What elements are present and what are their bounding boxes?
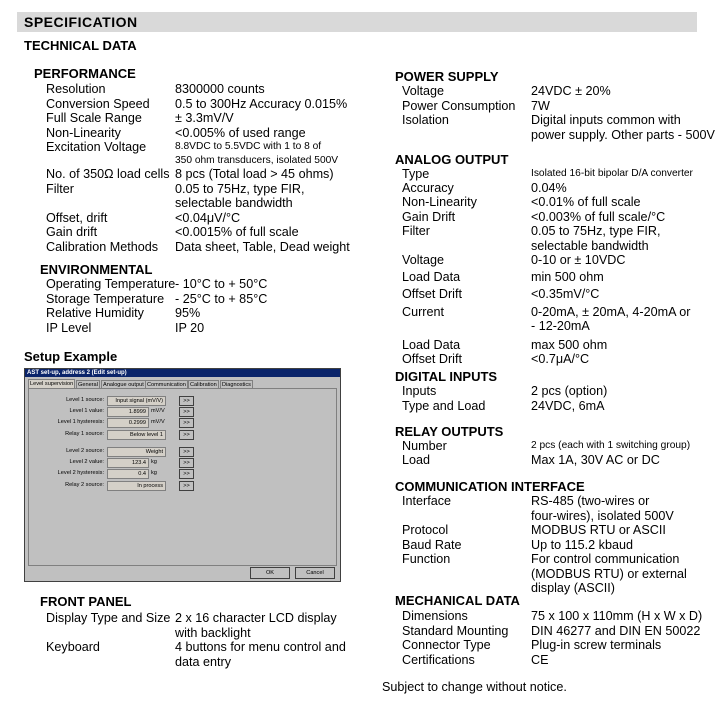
spec-value: Digital inputs common with [531, 113, 681, 127]
spec-label: Conversion Speed [46, 96, 150, 111]
spec-value: - 10°C to + 50°C [175, 277, 268, 291]
spec-value: Max 1A, 30V AC or DC [531, 452, 660, 467]
dialog-field-unit: mV/V [151, 408, 165, 414]
spec-label: Non-Linearity [402, 195, 477, 209]
spec-value: display (ASCII) [531, 581, 615, 595]
tab-analogue-output[interactable]: Analogue output [103, 382, 144, 388]
dialog-more-button[interactable]: >> [179, 469, 194, 479]
spec-label: Voltage [402, 253, 445, 267]
ok-button[interactable]: OK [250, 567, 290, 579]
dialog-field-label: Level 2 hysteresis: [57, 470, 104, 476]
spec-value: 95% [175, 306, 201, 320]
spec-value: - 25°C to + 85°C [175, 291, 268, 306]
dialog-field-unit: kg [151, 470, 157, 476]
performance-heading: PERFORMANCE [34, 66, 136, 81]
spec-value: 8300000 counts [175, 82, 265, 96]
spec-value: Plug-in screw terminals [531, 638, 662, 652]
spec-value: power supply. Other parts - 500V [531, 127, 715, 142]
spec-label: Isolation [402, 113, 449, 127]
spec-value: <0.35mV/°C [531, 287, 600, 301]
spec-label: Dimensions [402, 609, 468, 623]
dialog-more-button[interactable]: >> [179, 430, 194, 440]
spec-label: Number [402, 439, 447, 453]
spec-value: 350 ohm transducers, isolated 500V [175, 154, 339, 166]
dialog-more-button[interactable]: >> [179, 418, 194, 428]
dialog-more-button[interactable]: >> [179, 396, 194, 406]
spec-label: Gain Drift [402, 209, 456, 224]
dialog-field-label: Level 2 value: [69, 459, 104, 465]
spec-label: Function [402, 552, 451, 566]
spec-label: Filter [46, 181, 74, 196]
spec-value: selectable bandwidth [175, 196, 293, 210]
spec-label: Type [402, 167, 430, 181]
dialog-panel [28, 388, 337, 566]
spec-label: Load Data [402, 269, 461, 284]
technical-data-heading: TECHNICAL DATA [24, 38, 137, 53]
spec-value: 2 pcs (each with 1 switching group) [531, 440, 691, 451]
spec-label: Load Data [402, 337, 461, 352]
spec-label: Interface [402, 494, 452, 508]
digital-inputs-heading: DIGITAL INPUTS [395, 369, 498, 384]
spec-value: <0.003% of full scale/°C [531, 209, 666, 224]
dialog-field-input[interactable]: Weight [107, 447, 166, 457]
dialog-field-label: Level 1 value: [69, 408, 104, 414]
spec-value: Up to 115.2 kbaud [531, 537, 633, 552]
spec-label: Current [402, 304, 444, 319]
dialog-field-input[interactable]: 123.4 [107, 458, 149, 468]
spec-value: min 500 ohm [531, 269, 604, 284]
spec-label: IP Level [46, 320, 92, 335]
spec-label: Accuracy [402, 180, 454, 195]
dialog-field-input[interactable]: 0.2999 [107, 418, 149, 428]
dialog-field-label: Relay 2 source: [65, 482, 104, 488]
spec-value: max 500 ohm [531, 337, 608, 352]
spec-label: Resolution [46, 82, 106, 96]
spec-value: <0.01% of full scale [531, 195, 641, 209]
spec-value: 2 x 16 character LCD display [175, 611, 337, 625]
spec-label: Operating Temperature [46, 277, 176, 291]
dialog-field-input[interactable]: Input signal (mV/V) [107, 396, 166, 406]
spec-value: <0.04μV/°C [175, 210, 241, 225]
communication-heading: COMMUNICATION INTERFACE [395, 479, 585, 494]
spec-value: Isolated 16-bit bipolar D/A converter [531, 168, 693, 179]
spec-label: Offset Drift [402, 352, 462, 366]
spec-value: IP 20 [175, 320, 205, 335]
spec-value: 0-10 or ± 10VDC [531, 253, 626, 267]
dialog-more-button[interactable]: >> [179, 447, 194, 457]
spec-label: Keyboard [46, 640, 100, 654]
spec-label: Excitation Voltage [46, 140, 147, 154]
spec-value: For control communication [531, 552, 680, 566]
spec-value: with backlight [175, 625, 251, 640]
spec-label: No. of 350Ω load cells [46, 167, 170, 181]
spec-value: 8.8VDC to 5.5VDC with 1 to 8 of [175, 141, 322, 152]
environmental-heading: ENVIRONMENTAL [40, 262, 153, 277]
spec-label: Non-Linearity [46, 125, 121, 140]
spec-value: <0.0015% of full scale [175, 225, 299, 239]
analog-output-heading: ANALOG OUTPUT [395, 152, 509, 167]
spec-label: Standard Mounting [402, 623, 509, 638]
dialog-field-label: Level 1 source: [66, 397, 104, 403]
spec-label: Offset, drift [46, 210, 108, 225]
spec-value: selectable bandwidth [531, 238, 649, 253]
dialog-field-unit: kg [151, 459, 157, 465]
tab-level-supervision[interactable]: Level supervision [30, 381, 74, 387]
spec-value: ± 3.3mV/V [175, 111, 234, 125]
spec-label: Gain drift [46, 225, 98, 239]
power-supply-heading: POWER SUPPLY [395, 69, 499, 84]
footer-note: Subject to change without notice. [382, 680, 567, 694]
spec-value: - 12-20mA [531, 319, 590, 333]
setup-example-heading: Setup Example [24, 349, 118, 364]
dialog-field-label: Level 1 hysteresis: [57, 419, 104, 425]
spec-label: Connector Type [402, 638, 491, 652]
spec-value: RS-485 (two-wires or [531, 494, 650, 508]
spec-label: Load [402, 452, 431, 467]
spec-label: Offset Drift [402, 287, 462, 301]
spec-value: CE [531, 652, 549, 667]
spec-label: Voltage [402, 84, 445, 98]
spec-label: Full Scale Range [46, 111, 142, 125]
spec-label: Storage Temperature [46, 291, 165, 306]
dialog-more-button[interactable]: >> [179, 481, 194, 491]
dialog-field-input[interactable]: 0.4 [107, 469, 149, 479]
dialog-field-input[interactable]: 1.8999 [107, 407, 149, 417]
dialog-title: AST set-up, address 2 (Edit set-up) [25, 369, 340, 377]
spec-value: 0-20mA, ± 20mA, 4-20mA or [531, 304, 691, 319]
spec-value: 75 x 100 x 110mm (H x W x D) [531, 609, 703, 623]
dialog-more-button[interactable]: >> [179, 458, 194, 468]
dialog-field-input[interactable]: In process [107, 481, 166, 491]
spec-value: (MODBUS RTU) or external [531, 566, 687, 581]
dialog-field-label: Relay 1 source: [65, 431, 104, 437]
spec-value: 2 pcs (option) [531, 384, 608, 398]
tab-communication[interactable]: Communication [147, 382, 186, 388]
dialog-more-button[interactable]: >> [179, 407, 194, 417]
spec-value: <0.005% of used range [175, 125, 306, 140]
tab-general[interactable]: General [78, 382, 98, 388]
spec-label: Relative Humidity [46, 306, 144, 320]
dialog-field-label: Level 2 source: [66, 448, 104, 454]
spec-value: 8 pcs (Total load > 45 ohms) [175, 167, 334, 181]
spec-value: 0.05 to 75Hz, type FIR, [531, 224, 661, 238]
tab-diagnostics[interactable]: Diagnostics [222, 382, 251, 388]
cancel-button[interactable]: Cancel [295, 567, 335, 579]
spec-label: Filter [402, 224, 430, 238]
spec-label: Power Consumption [402, 98, 516, 113]
spec-value: Data sheet, Table, Dead weight [175, 239, 350, 254]
spec-value: 0.05 to 75Hz, type FIR, [175, 181, 305, 196]
spec-value: data entry [175, 654, 232, 669]
spec-label: Inputs [402, 384, 437, 398]
spec-label: Certifications [402, 652, 475, 667]
spec-label: Calibration Methods [46, 239, 159, 254]
dialog-field-input[interactable]: Below level 1 [107, 430, 166, 440]
spec-label: Type and Load [402, 398, 486, 413]
spec-value: MODBUS RTU or ASCII [531, 523, 666, 537]
dialog-field-unit: mV/V [151, 419, 165, 425]
front-panel-heading: FRONT PANEL [40, 594, 132, 609]
spec-value: DIN 46277 and DIN EN 50022 [531, 623, 701, 638]
setup-dialog [24, 368, 341, 582]
page-title: SPECIFICATION [24, 14, 138, 30]
spec-label: Protocol [402, 523, 449, 537]
spec-value: 24VDC ± 20% [531, 84, 611, 98]
spec-value: four-wires), isolated 500V [531, 508, 674, 523]
spec-value: <0.7μA/°C [531, 352, 590, 366]
spec-value: 0.04% [531, 180, 567, 195]
spec-value: 0.5 to 300Hz Accuracy 0.015% [175, 96, 348, 111]
header-band [17, 12, 697, 32]
spec-label: Baud Rate [402, 537, 462, 552]
tab-calibration[interactable]: Calibration [190, 382, 217, 388]
relay-outputs-heading: RELAY OUTPUTS [395, 424, 504, 439]
spec-value: 4 buttons for menu control and [175, 640, 346, 654]
spec-value: 7W [531, 98, 550, 113]
mechanical-heading: MECHANICAL DATA [395, 593, 520, 608]
spec-label: Display Type and Size [46, 611, 171, 625]
spec-value: 24VDC, 6mA [531, 398, 605, 413]
